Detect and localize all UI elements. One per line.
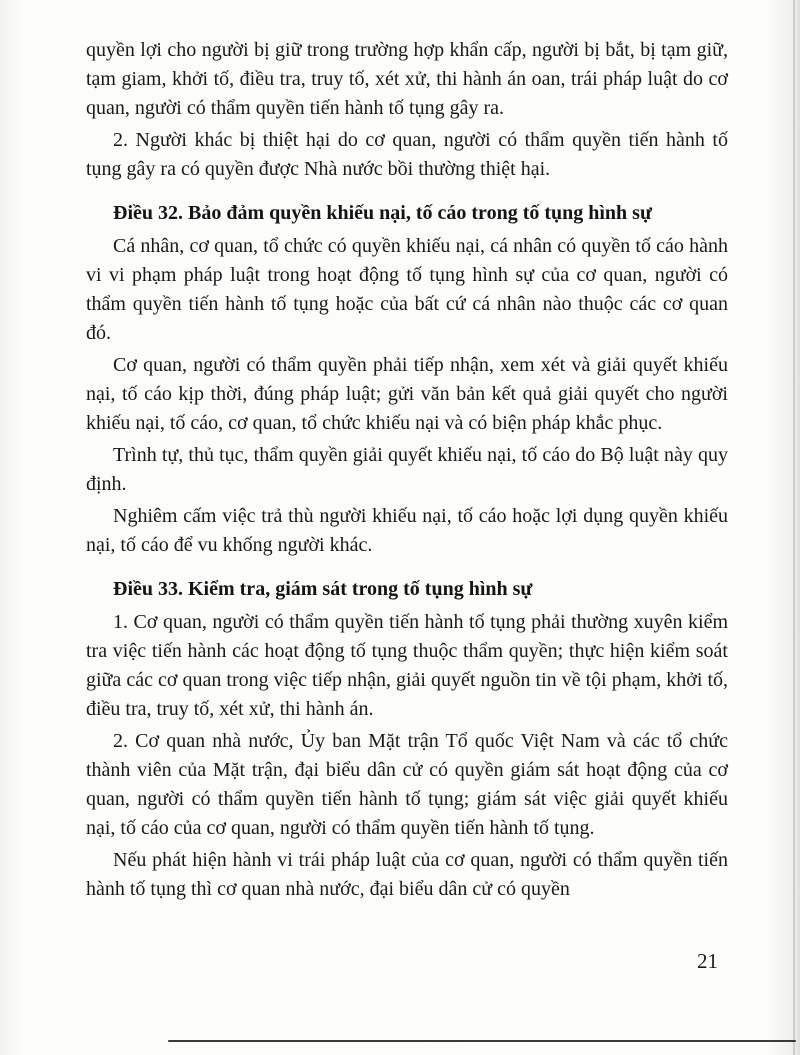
scan-artifact-line <box>168 1040 796 1042</box>
article-32-heading: Điều 32. Bảo đảm quyền khiếu nại, tố cáo trong tố tụng hình sự <box>113 202 652 224</box>
paragraph: 1. Cơ quan, người có thẩm quyền tiến hành tố tụng phải thường xuyên kiểm tra việc tiến hành các hoạt động tố tụng thuộc thẩm quyền; thực hiện kiểm soát giữa các cơ quan trong việc tiếp nhận, giải quyết nguồn tin về tội phạm, khởi tố, điều tra, truy tố, xét xử, thi hành án. <box>86 611 728 720</box>
page-content <box>86 36 728 907</box>
paragraph: 2. Cơ quan nhà nước, Ủy ban Mặt trận Tổ quốc Việt Nam và các tổ chức thành viên của Mặt trận, đại biểu dân cử có quyền giám sát hoạt động của cơ quan, người có thẩm quyền tiến hành tố tụng; giám sát việc giải quyết khiếu nại, tố cáo của cơ quan, người có thẩm quyền tiến hành tố tụng. <box>86 730 728 839</box>
article-33-heading: Điều 33. Kiểm tra, giám sát trong tố tụng hình sự <box>113 578 533 600</box>
paragraph: Trình tự, thủ tục, thẩm quyền giải quyết khiếu nại, tố cáo do Bộ luật này quy định. <box>86 444 728 495</box>
page-number: 21 <box>697 949 718 973</box>
scan-edge-shadow <box>793 0 795 1055</box>
paragraph-continuation: quyền lợi cho người bị giữ trong trường hợp khẩn cấp, người bị bắt, bị tạm giữ, tạm giam, khởi tố, điều tra, truy tố, xét xử, thi hành án oan, trái pháp luật do cơ quan, người có thẩm quyền tiến hành tố tụng gây ra. <box>86 39 728 119</box>
paragraph: 2. Người khác bị thiệt hại do cơ quan, người có thẩm quyền tiến hành tố tụng gây ra có quyền được Nhà nước bồi thường thiệt hại. <box>86 129 728 180</box>
paragraph: Nghiêm cấm việc trả thù người khiếu nại, tố cáo hoặc lợi dụng quyền khiếu nại, tố cáo để vu khống người khác. <box>86 505 728 556</box>
paragraph: Nếu phát hiện hành vi trái pháp luật của cơ quan, người có thẩm quyền tiến hành tố tụng thì cơ quan nhà nước, đại biểu dân cử có quyền <box>86 849 728 900</box>
paragraph: Cá nhân, cơ quan, tổ chức có quyền khiếu nại, cá nhân có quyền tố cáo hành vi vi phạm pháp luật trong hoạt động tố tụng hình sự của cơ quan, người có thẩm quyền tiến hành tố tụng hoặc của bất cứ cá nhân nào thuộc các cơ quan đó. <box>86 235 728 344</box>
paragraph: Cơ quan, người có thẩm quyền phải tiếp nhận, xem xét và giải quyết khiếu nại, tố cáo kịp thời, đúng pháp luật; gửi văn bản kết quả giải quyết cho người khiếu nại, tố cáo, cơ quan, tổ chức khiếu nại và có biện pháp khắc phục. <box>86 354 728 434</box>
